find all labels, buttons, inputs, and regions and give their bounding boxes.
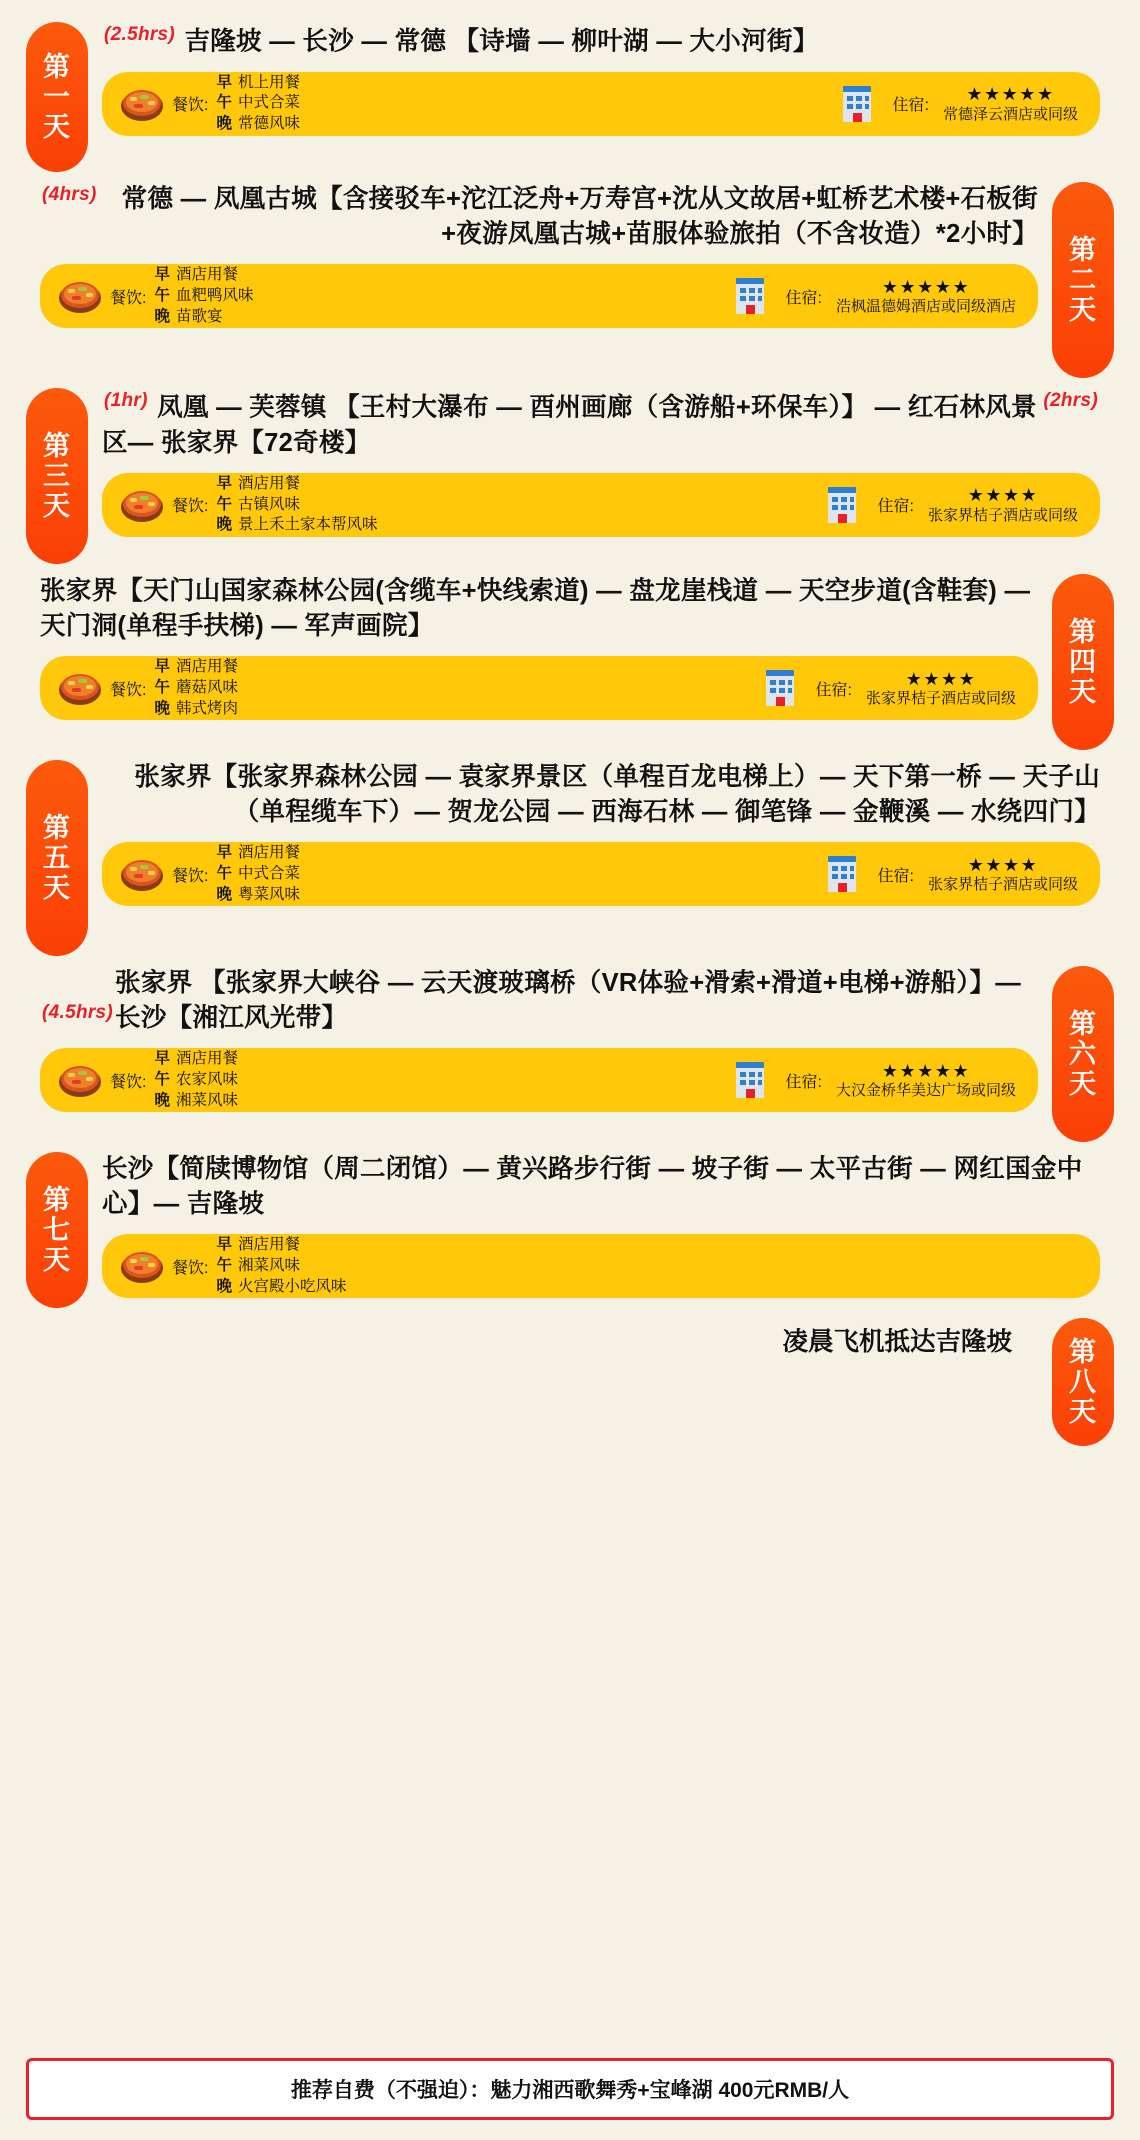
day-tab-1 <box>26 22 88 172</box>
day-tab-char: 天 <box>43 112 71 143</box>
dinner-value: 火宫殿小吃风味 <box>237 1277 347 1295</box>
day-row-6 <box>26 966 1114 1142</box>
day-tab-char: 一 <box>43 81 71 112</box>
lunch-label: 午 <box>216 495 232 513</box>
dining-label: 餐饮: <box>172 1259 209 1277</box>
stay-info-6 <box>836 1060 1016 1101</box>
day-row-2 <box>26 182 1114 378</box>
meal-bowl-icon <box>118 82 166 126</box>
stay-block-1 <box>833 82 1084 126</box>
day-info-bar-5 <box>102 842 1100 906</box>
day-body-4 <box>26 574 1052 720</box>
stay-label: 住宿: <box>785 289 822 307</box>
dinner-value: 苗歌宴 <box>175 307 223 325</box>
dinner-label: 晚 <box>154 307 170 325</box>
stay-stars-4: ★★★★ <box>905 668 977 689</box>
hotel-building-icon <box>833 82 881 126</box>
day-row-5 <box>26 760 1114 956</box>
day-tab-2 <box>1052 182 1114 378</box>
day-body-6 <box>26 966 1052 1112</box>
day-title-3 <box>102 388 1100 461</box>
meal-bowl-icon <box>56 274 104 318</box>
day-tab-char: 第 <box>43 51 71 82</box>
day-tab-char: 天 <box>1069 677 1097 708</box>
day-tab-char: 三 <box>43 460 71 491</box>
day-row-3 <box>26 388 1114 564</box>
hotel-name-5: 张家界桔子酒店或同级 <box>927 876 1078 894</box>
meal-bowl-icon <box>56 1058 104 1102</box>
meal-list-1 <box>216 73 300 135</box>
day-tab-char: 第 <box>43 430 71 461</box>
dining-label: 餐饮: <box>110 1073 147 1091</box>
day-duration-2: (4hrs) <box>42 184 97 205</box>
stay-block-2 <box>726 274 1022 318</box>
optional-cost-note: 推荐自费（不强迫）：魅力湘西歌舞秀+宝峰湖 400元RMB/人 <box>26 2058 1114 2120</box>
dinner-value: 景上禾土家本帮风味 <box>237 516 378 534</box>
day-info-bar-2 <box>40 264 1038 328</box>
day-row-1 <box>26 22 1114 172</box>
breakfast-label: 早 <box>216 474 232 492</box>
stay-stars-1: ★★★★★ <box>966 84 1055 105</box>
lunch-value: 农家风味 <box>175 1071 238 1089</box>
meal-bowl-icon <box>56 666 104 710</box>
day-info-bar-6 <box>40 1048 1038 1112</box>
meal-list-4 <box>154 657 238 719</box>
meal-list-3 <box>216 474 377 536</box>
day-tab-char: 八 <box>1069 1366 1097 1397</box>
meal-bowl-icon <box>118 483 166 527</box>
lunch-value: 古镇风味 <box>237 495 300 513</box>
breakfast-value: 酒店用餐 <box>175 1050 238 1068</box>
meal-list-7 <box>216 1235 346 1297</box>
day-duration-1: (2.5hrs) <box>104 24 176 45</box>
dinner-label: 晚 <box>216 114 232 132</box>
stay-stars-2: ★★★★★ <box>881 276 971 297</box>
hotel-name-1: 常德泽云酒店或同级 <box>942 105 1078 123</box>
stay-stars-5: ★★★★ <box>967 854 1039 875</box>
day-tab-4 <box>1052 574 1114 750</box>
day-tab-char: 六 <box>1069 1038 1097 1069</box>
dinner-value: 韩式烤肉 <box>175 699 238 717</box>
breakfast-label: 早 <box>216 1236 232 1254</box>
stay-block-3 <box>818 483 1084 527</box>
dinner-value: 湘菜风味 <box>175 1091 238 1109</box>
breakfast-label: 早 <box>154 658 170 676</box>
lunch-label: 午 <box>216 94 232 112</box>
stay-stars-3: ★★★★ <box>967 485 1039 506</box>
day-title-text: 凤凰 — 芙蓉镇 【王村大瀑布 — 酉州画廊（含游船+环保车）】 — 红石林风景区— 张家界【72奇楼】 <box>102 393 1037 457</box>
lunch-label: 午 <box>154 287 170 305</box>
day-tab-char: 五 <box>43 842 71 873</box>
stay-block-4 <box>756 666 1022 710</box>
day-tab-7 <box>26 1152 88 1308</box>
breakfast-value: 酒店用餐 <box>237 844 300 862</box>
stay-info-3 <box>928 484 1078 525</box>
day-body-5 <box>88 760 1114 906</box>
hotel-name-3: 张家界桔子酒店或同级 <box>927 506 1078 524</box>
day-duration-3b: (2hrs) <box>1043 390 1098 411</box>
day-tab-char: 第 <box>1069 616 1097 647</box>
day-title-text: 常德 — 凤凰古城【含接驳车+沱江泛舟+万寿宫+沈从文故居+虹桥艺术楼+石板街+夜游凤凰古城+苗服体验旅拍（不含妆造）*2小时】 <box>121 185 1038 249</box>
stay-block-5 <box>818 852 1084 896</box>
stay-info-2 <box>836 276 1016 317</box>
day-body-2 <box>26 182 1052 328</box>
lunch-label: 午 <box>154 1071 170 1089</box>
day-title-text: 吉隆坡 — 长沙 — 常德 【诗墙 — 柳叶湖 — 大小河街】 <box>184 27 819 56</box>
day-tab-char: 第 <box>43 812 71 843</box>
dining-label: 餐饮: <box>172 498 209 516</box>
day-tab-char: 天 <box>43 1245 71 1276</box>
day-row-8 <box>26 1318 1114 1446</box>
day-tab-char: 七 <box>43 1214 71 1245</box>
meal-list-6 <box>154 1049 238 1111</box>
day-tab-char: 天 <box>43 873 71 904</box>
day-tab-char: 第 <box>1069 234 1097 265</box>
day-title-1 <box>102 22 1100 60</box>
day-title-5 <box>102 760 1100 830</box>
hotel-building-icon <box>726 1058 774 1102</box>
stay-label: 住宿: <box>877 498 914 516</box>
breakfast-value: 酒店用餐 <box>237 474 300 492</box>
breakfast-label: 早 <box>216 844 232 862</box>
day-title-4 <box>40 574 1038 644</box>
day-tab-char: 天 <box>1069 295 1097 326</box>
dinner-value: 常德风味 <box>237 114 300 132</box>
dinner-label: 晚 <box>216 1277 232 1295</box>
breakfast-label: 早 <box>154 1050 170 1068</box>
hotel-building-icon <box>818 483 866 527</box>
lunch-value: 血粑鸭风味 <box>175 287 254 305</box>
dining-label: 餐饮: <box>110 289 147 307</box>
dinner-label: 晚 <box>154 699 170 717</box>
dining-label: 餐饮: <box>172 97 209 115</box>
stay-info-5 <box>928 854 1078 895</box>
meal-bowl-icon <box>118 1244 166 1288</box>
meal-bowl-icon <box>118 852 166 896</box>
dinner-label: 晚 <box>216 516 232 534</box>
breakfast-value: 机上用餐 <box>237 73 300 91</box>
stay-label: 住宿: <box>892 97 929 115</box>
dinner-value: 粤菜风味 <box>237 885 300 903</box>
day-tab-char: 四 <box>1069 646 1097 677</box>
dinner-label: 晚 <box>216 885 232 903</box>
stay-label: 住宿: <box>877 867 914 885</box>
day-body-3 <box>88 388 1114 537</box>
lunch-label: 午 <box>154 679 170 697</box>
lunch-value: 中式合菜 <box>237 865 300 883</box>
lunch-label: 午 <box>216 865 232 883</box>
day-body-8 <box>26 1318 1052 1358</box>
day-tab-char: 天 <box>1069 1069 1097 1100</box>
day-tab-8 <box>1052 1318 1114 1446</box>
breakfast-label: 早 <box>154 266 170 284</box>
day-title-text: 张家界【天门山国家森林公园(含缆车+快线索道) — 盘龙崖栈道 — 天空步道(含鞋套) — 天门洞(单程手扶梯) — 军声画院】 <box>40 577 1031 641</box>
day-info-bar-4 <box>40 656 1038 720</box>
lunch-value: 中式合菜 <box>237 94 300 112</box>
day-duration-3a: (1hr) <box>104 390 148 411</box>
day-row-7 <box>26 1152 1114 1308</box>
hotel-name-4: 张家界桔子酒店或同级 <box>865 690 1016 708</box>
meal-list-2 <box>154 265 253 327</box>
lunch-value: 湘菜风味 <box>237 1257 300 1275</box>
stay-stars-6: ★★★★★ <box>881 1060 971 1081</box>
stay-info-4 <box>866 668 1016 709</box>
hotel-building-icon <box>818 852 866 896</box>
dining-label: 餐饮: <box>172 867 209 885</box>
day-info-bar-7 <box>102 1234 1100 1298</box>
day-info-bar-3 <box>102 473 1100 537</box>
lunch-value: 蘑菇风味 <box>175 679 238 697</box>
day-title-2 <box>40 182 1038 252</box>
day-title-text: 张家界 【张家界大峡谷 — 云天渡玻璃桥（VR体验+滑索+滑道+电梯+游船）】— 长沙【湘江风光带】 <box>115 969 1022 1033</box>
day-body-7 <box>88 1152 1114 1298</box>
day-tab-char: 第 <box>1069 1008 1097 1039</box>
day-title-text: 张家界【张家界森林公园 — 袁家界景区（单程百龙电梯上）— 天下第一桥 — 天子山（单程缆车下）— 贺龙公园 — 西海石林 — 御笔锋 — 金鞭溪 — 水绕四门】 <box>134 763 1100 827</box>
day-title-8: 凌晨飞机抵达吉隆坡 <box>782 1328 1012 1356</box>
hotel-name-6: 大汉金桥华美达广场或同级 <box>835 1082 1016 1100</box>
day-title-7 <box>102 1152 1100 1222</box>
day-info-bar-1 <box>102 72 1100 136</box>
hotel-building-icon <box>726 274 774 318</box>
day-tab-char: 天 <box>43 491 71 522</box>
lunch-label: 午 <box>216 1257 232 1275</box>
day-title-text: 长沙【简牍博物馆（周二闭馆）— 黄兴路步行街 — 坡子街 — 太平古街 — 网红国金中心】— 吉隆坡 <box>102 1155 1083 1219</box>
day-tab-5 <box>26 760 88 956</box>
breakfast-value: 酒店用餐 <box>175 658 238 676</box>
stay-label: 住宿: <box>815 681 852 699</box>
day-title-6 <box>40 966 1038 1036</box>
hotel-building-icon <box>756 666 804 710</box>
day-duration-6: (4.5hrs) <box>42 1002 114 1023</box>
day-body-1 <box>88 22 1114 136</box>
hotel-name-2: 浩枫温德姆酒店或同级酒店 <box>835 298 1016 316</box>
breakfast-value: 酒店用餐 <box>175 266 238 284</box>
stay-label: 住宿: <box>785 1073 822 1091</box>
last-day-row <box>40 1322 1038 1358</box>
meal-list-5 <box>216 843 300 905</box>
day-row-4 <box>26 574 1114 750</box>
day-tab-char: 第 <box>43 1184 71 1215</box>
breakfast-value: 酒店用餐 <box>237 1236 300 1254</box>
stay-block-6 <box>726 1058 1022 1102</box>
day-tab-6 <box>1052 966 1114 1142</box>
day-tab-char: 天 <box>1069 1397 1097 1428</box>
day-tab-3 <box>26 388 88 564</box>
dinner-label: 晚 <box>154 1091 170 1109</box>
breakfast-label: 早 <box>216 73 232 91</box>
day-tab-char: 二 <box>1069 264 1097 295</box>
day-tab-char: 第 <box>1069 1336 1097 1367</box>
stay-info-1 <box>943 83 1078 124</box>
dining-label: 餐饮: <box>110 681 147 699</box>
